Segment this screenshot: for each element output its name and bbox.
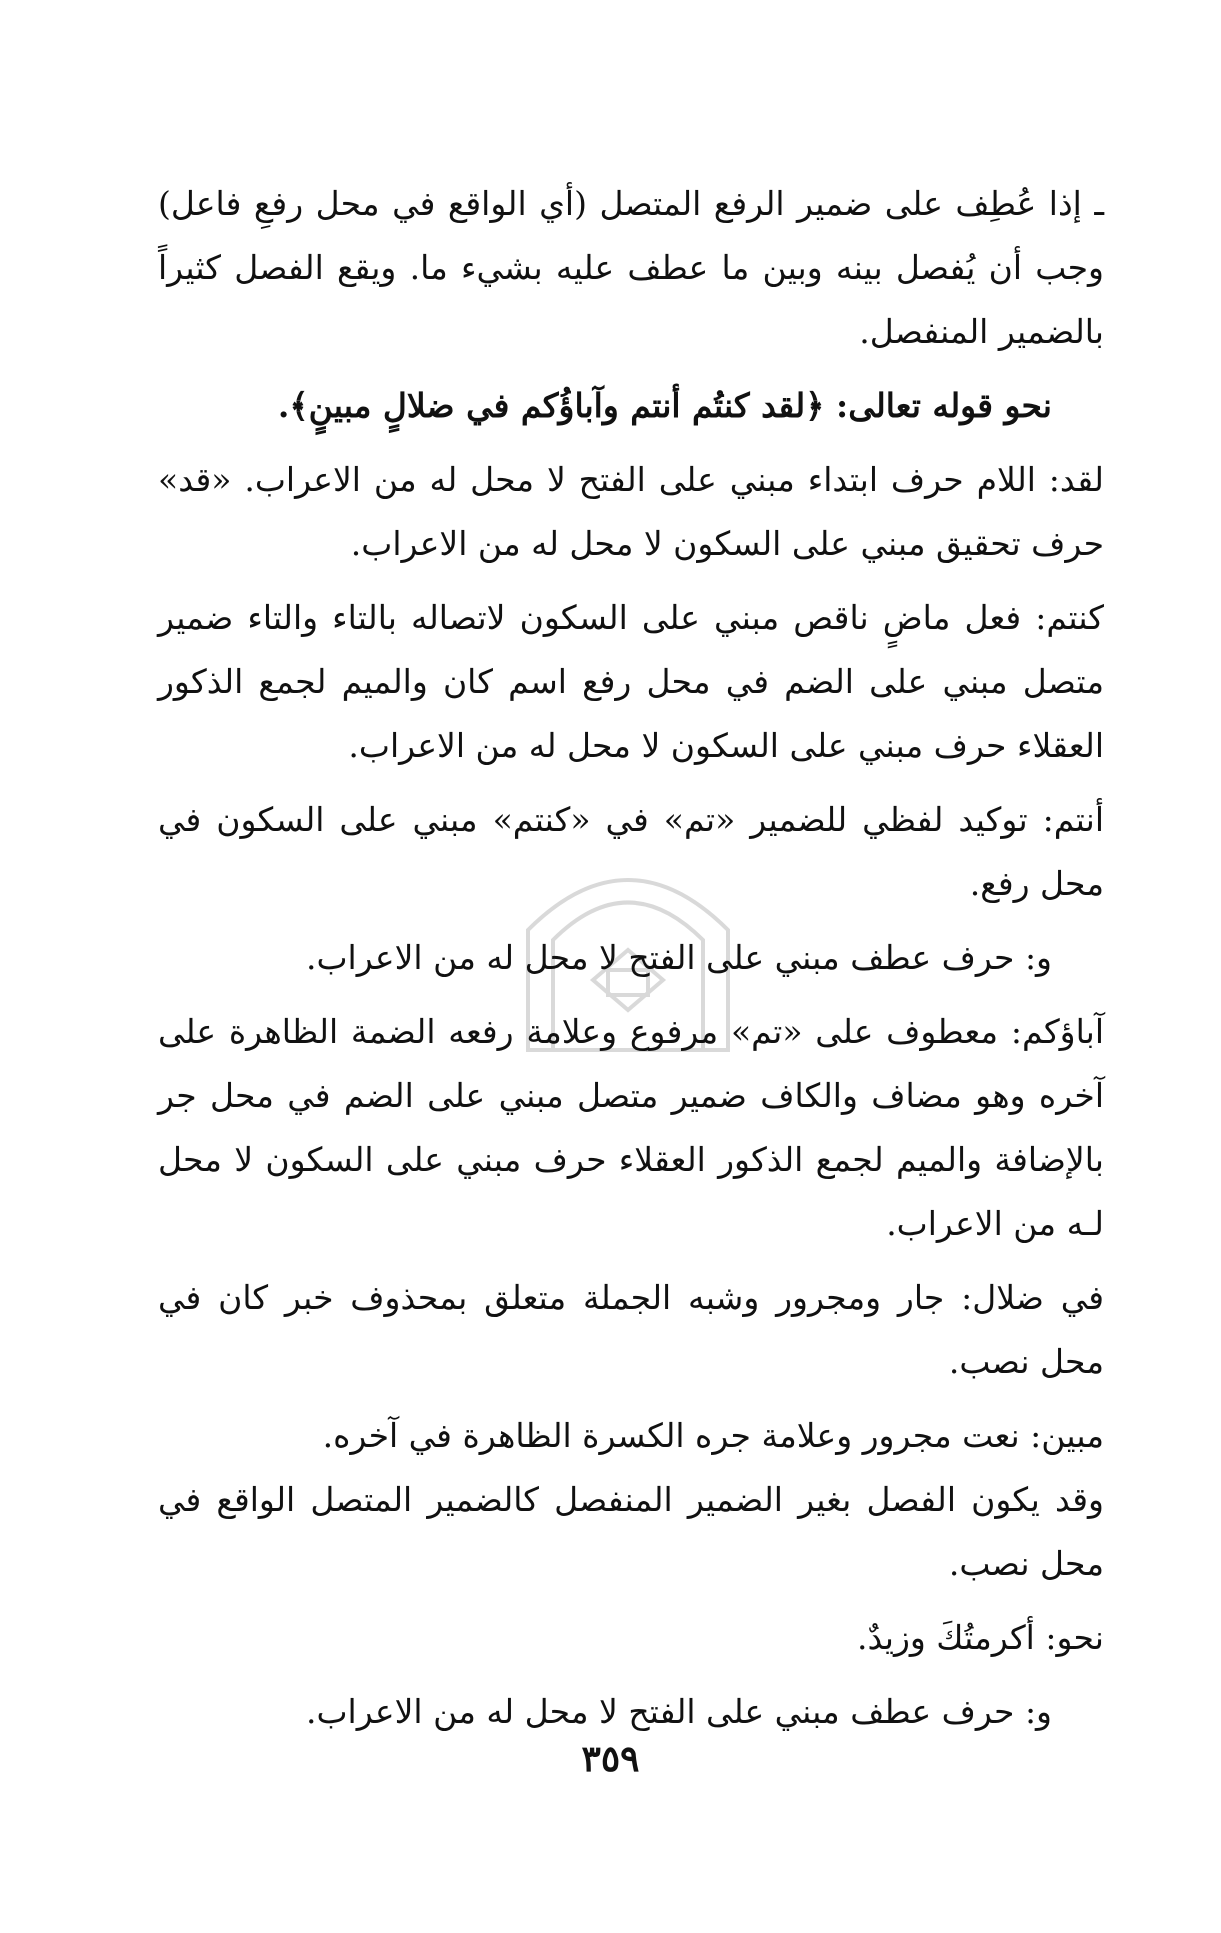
paragraph-kuntum: كنتم: فعل ماضٍ ناقص مبني على السكون لاتصاله بالتاء والتاء ضمير متصل مبني على الضم في محل رفع اسم كان والميم لجمع الذكور العقلاء حرف مبني على السكون لا محل له من الاعراب.: [158, 598, 1104, 765]
paragraph-waw-2: و: حرف عطف مبني على الفتح لا محل له من الاعراب.: [305, 1692, 1052, 1731]
paragraph-waw: و: حرف عطف مبني على الفتح لا محل له من الاعراب.: [305, 938, 1052, 977]
paragraph-abaukum: آباؤكم: معطوف على «تم» مرفوع وعلامة رفعه الضمة الظاهرة على آخره وهو مضاف والكاف ضمير متصل مبني على الضم في محل جر بالإضافة والميم لجمع الذكور العقلاء حرف مبني على السكون لا محل لـه من الاعراب.: [158, 1012, 1104, 1243]
paragraph-antum: أنتم: توكيد لفظي للضمير «تم» في «كنتم» مبني على السكون في محل رفع.: [158, 800, 1104, 903]
paragraph-quran-example: نحو قوله تعالى: ﴿لقد كنتُم أنتم وآباؤُكم في ضلالٍ مبينٍ﴾.: [277, 386, 1052, 425]
document-body: [158, 172, 1104, 1754]
paragraph-example-akramtuka: نحو: أكرمتُكَ وزيدٌ.: [856, 1618, 1104, 1657]
paragraph-mubin: مبين: نعت مجرور وعلامة جره الكسرة الظاهرة في آخره.: [322, 1416, 1104, 1455]
paragraph-laqad: لقد: اللام حرف ابتداء مبني على الفتح لا محل له من الاعراب. «قد» حرف تحقيق مبني على السكون لا محل له من الاعراب.: [158, 460, 1104, 563]
paragraph-other-separation: وقد يكون الفصل بغير الضمير المنفصل كالضمير المتصل الواقع في محل نصب.: [158, 1480, 1104, 1583]
paragraph-rule: ـ إذا عُطِف على ضمير الرفع المتصل (أي الواقع في محل رفعِ فاعل) وجب أن يُفصل بينه وبين ما عطف عليه بشيء ما. ويقع الفصل كثيراً بالضمير المنفصل.: [158, 184, 1104, 351]
paragraph-fi-dalal: في ضلال: جار ومجرور وشبه الجملة متعلق بمحذوف خبر كان في محل نصب.: [158, 1278, 1104, 1381]
page-number: ٣٥٩: [581, 1738, 640, 1780]
